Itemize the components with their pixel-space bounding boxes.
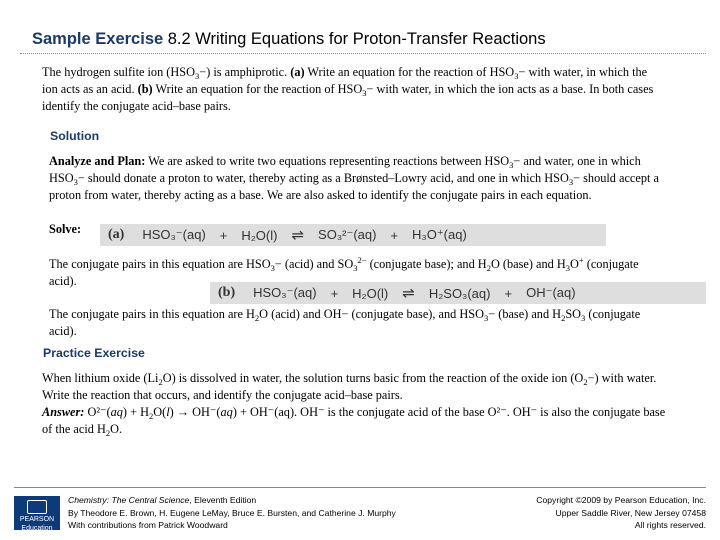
equation-b-product-1: H₂SO₃(aq) [428,285,491,301]
pearson-logo: PEARSON Education [14,496,60,530]
equation-a-reactant-1: HSO₃⁻(aq) [142,227,206,242]
title-divider [20,53,706,54]
practice-exercise-paragraph: When lithium oxide $(Li_2O)$ is dissolved in water, the solution turns basic from the reaction of the oxide ion $(O_2-)$ with water. Write the reaction that occurs, and identify the conjugate acid–base pairs. Answer: $O^{2-}(aq) + H_2O(l) \to OH^-(aq) + OH^-(aq)$. OH⁻ is the conjugate acid of the base O²⁻. OH⁻ is also the conjugate base of the acid $H_2O$. [42,371,666,438]
equilibrium-arrow-icon: ⇌ [402,285,415,302]
equation-b-reactant-2: H₂O(l) [352,285,389,301]
equation-b-product-2: OH⁻(aq) [526,285,576,300]
footer-copyright-line: Copyright ©2009 by Pearson Education, Inc. [536,495,706,505]
equation-b-reactant-1: HSO₃⁻(aq) [253,285,317,300]
footer-address: Upper Saddle River, New Jersey 07458 [555,507,706,518]
footer-book-info [68,494,396,532]
title-rest: 8.2 Writing Equations for Proton-Transfer Reactions [163,30,546,48]
pearson-logo-icon [27,500,47,514]
solve-label: Solve: [49,222,82,236]
equation-a-label: (a) [108,227,125,242]
equation-a-reactant-2: H₂O(l) [241,227,278,243]
practice-heading: Practice Exercise [43,346,145,360]
footer-contributions: With contributions from Patrick Woodward [68,520,228,530]
conjugate-pairs-b: The conjugate pairs in this equation are $H_2O$ (acid) and OH− (conjugate base), and $HSO_3-$ (base) and $H_2SO_3$ (conjugate acid). [49,307,641,338]
footer-divider [14,487,706,488]
conjugate-pairs-a: The conjugate pairs in this equation are $HSO_3-$ (acid) and $SO_3^{2-}$ (conjugate base); and $H_2O$ (base) and $H_3O^+$ (conjugate acid). [49,255,639,288]
equation-a: (a) HSO₃⁻(aq) + H₂O(l) ⇌ SO₃²⁻(aq) + H₃O⁺(aq) [100,224,606,246]
title-bold: Sample Exercise [32,30,164,48]
footer-copyright [536,494,706,532]
equation-b-label: (b) [218,285,236,300]
footer-book-title: Chemistry: The Central Science, Eleventh Edition [68,495,257,505]
equation-b: (b) HSO₃⁻(aq) + H₂O(l) ⇌ H₂SO₃(aq) + OH⁻(aq) [210,282,706,304]
equation-a-product-1: SO₃²⁻(aq) [318,227,377,242]
equation-a-product-2: H₃O⁺(aq) [412,227,467,242]
footer-rights: All rights reserved. [634,520,706,530]
footer-authors: By Theodore E. Brown, H. Eugene LeMay, Bruce E. Bursten, and Catherine J. Murphy [68,507,396,518]
page-title [32,30,702,49]
solution-heading: Solution [50,129,100,143]
problem-statement: The hydrogen sulfite ion $(HSO_3-)$ is amphiprotic. (a) Write an equation for the reaction of $HSO_3-$ with water, in which the ion acts as an acid. (b) Write an equation for the reaction of $HSO_3-$ with water, in which the ion acts as a base. In both cases identify the conjugate acid–base pairs. [42,65,654,113]
analyze-plan-paragraph: Analyze and Plan: We are asked to write two equations representing reactions between $HSO_3-$ and water, one in which $HSO_3-$ should donate a proton to water, thereby acting as a Brønsted–Lowry acid, and one in which $HSO_3-$ should accept a proton from water, thereby acting as a base. We are also asked to identify the conjugate pairs in each equation. [49,154,659,202]
equilibrium-arrow-icon: ⇌ [291,227,305,244]
answer-label: Answer: [42,405,85,419]
